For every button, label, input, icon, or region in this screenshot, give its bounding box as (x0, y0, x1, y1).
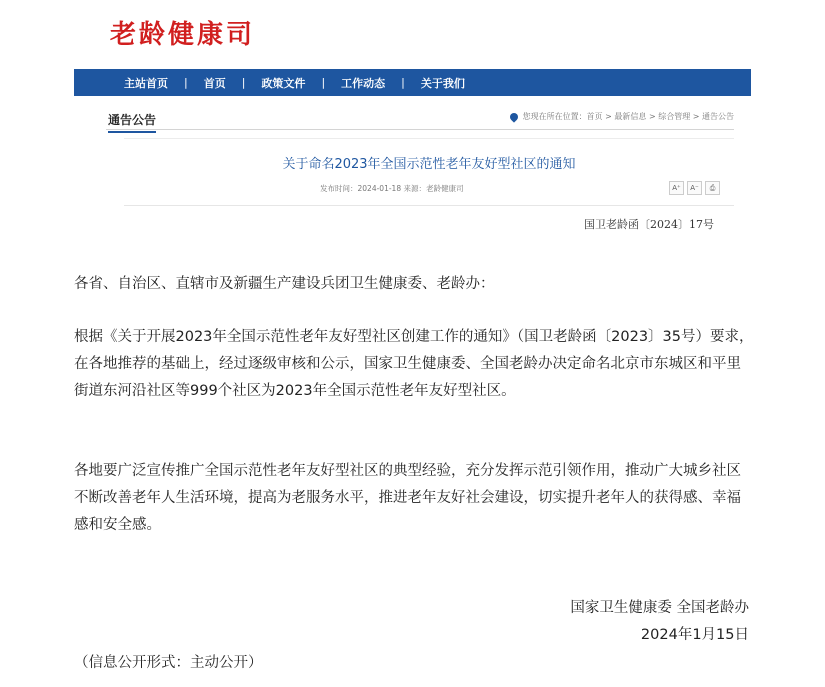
location-icon (508, 111, 519, 122)
nav-separator: | (241, 76, 246, 89)
font-decrease-icon[interactable]: A⁻ (687, 181, 702, 195)
section-title: 通告公告 (108, 111, 156, 133)
nav-item-policy[interactable]: 政策文件 (261, 76, 306, 90)
nav-separator: | (184, 76, 188, 89)
salutation: 各省、自治区、直辖市及新疆生产建设兵团卫生健康委、老龄办： (74, 276, 495, 292)
disclosure-note: （信息公开形式：主动公开） (74, 655, 263, 671)
article-tools (669, 181, 720, 195)
site-logo[interactable]: 老龄健康司 (110, 20, 256, 50)
breadcrumb-text[interactable]: 您现在所在位置：首页 > 最新信息 > 综合管理 > 通告公告 (522, 112, 734, 121)
nav-separator: | (321, 76, 326, 89)
issue-date: 2024年1月15日 (640, 627, 749, 643)
main-nav (74, 69, 751, 96)
issuer: 国家卫生健康委 全国老龄办 (570, 600, 749, 616)
section-header (106, 106, 734, 130)
nav-item-news[interactable]: 工作动态 (341, 76, 386, 90)
publish-meta: 发布时间：2024-01-18 来源：老龄健康司 (320, 184, 464, 193)
body-paragraph-1: 根据《关于开展2023年全国示范性老年友好型社区创建工作的通知》（国卫老龄函〔2023〕35号）要求，在各地推荐的基础上，经过逐级审核和公示，国家卫生健康委、全国老龄办决定命名北京市东城区和平里街道东河沿社区等999个社区为2023年全国示范性老年友好型社区。 (74, 329, 754, 399)
breadcrumb (510, 111, 734, 122)
font-increase-icon[interactable]: A⁺ (669, 181, 684, 195)
document-number: 国卫老龄函〔2024〕17号 (584, 218, 714, 231)
notice-header (124, 138, 734, 234)
nav-separator: | (401, 76, 405, 89)
nav-item-main-home[interactable]: 主站首页 (124, 76, 168, 90)
divider (124, 205, 734, 206)
notice-title: 关于命名2023年全国示范性老年友好型社区的通知 (282, 157, 576, 172)
body-paragraph-2: 各地要广泛宣传推广全国示范性老年友好型社区的典型经验，充分发挥示范引领作用，推动广大城乡社区不断改善老年人生活环境，提高为老服务水平，推进老年友好社会建设，切实提升老年人的获得感、幸福感和安全感。 (74, 463, 741, 533)
print-icon[interactable]: ⎙ (705, 181, 720, 195)
nav-item-home[interactable]: 首页 (203, 76, 226, 90)
nav-item-about[interactable]: 关于我们 (420, 76, 465, 90)
